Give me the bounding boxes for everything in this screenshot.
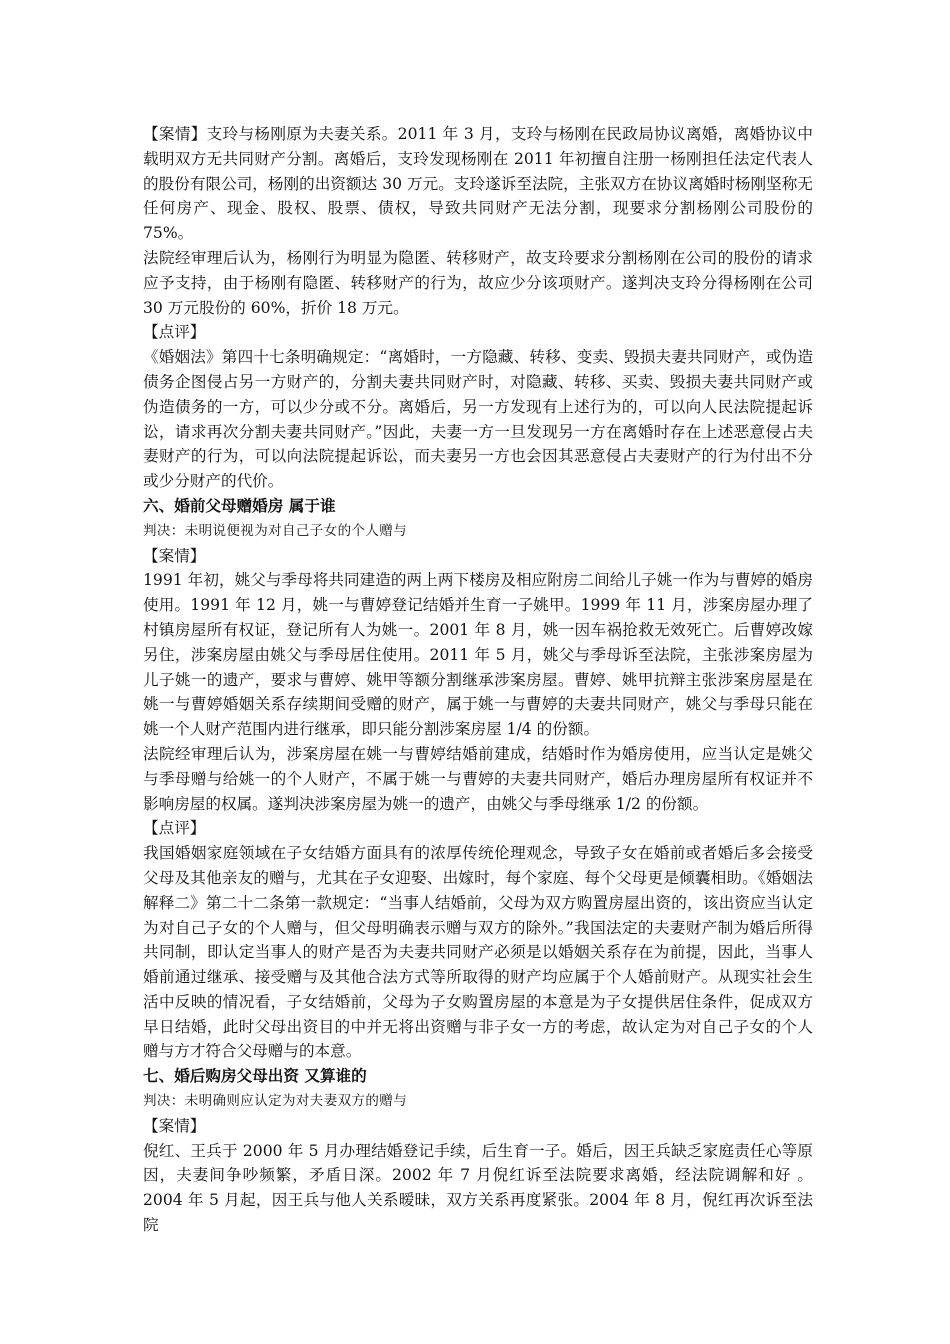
section-heading-6: 六、婚前父母赠婚房 属于谁: [143, 495, 336, 515]
verdict-line-7: 判决：未明确则应认定为对夫妻双方的赠与: [143, 1093, 408, 1110]
case-facts-6: 1991 年初，姚父与季母将共同建造的两上两下楼房及相应附房二间给儿子姚一作为与曹婷的婚房使用。1991 年 12 月，姚一与曹婷登记结婚并生育一子姚甲。1999 年 11 月，涉案房屋办理了村镇房屋所有权证，登记所有人为姚一。2001 年 8 月，姚一因车祸抢救无效死亡。后曹婷改嫁另住，涉案房屋由姚父与季母居住使用。2011 年 5 月，姚父与季母诉至法院，主张涉案房屋为儿子姚一的遗产，要求与曹婷、姚甲等额分割继承涉案房屋。曹婷、姚甲抗辩主张涉案房屋是在姚一与曹婷婚姻关系存续期间受赠的财产，属于姚一与曹婷的夫妻共同财产，姚父与季母只能在姚一个人财产范围内进行继承，即只能分割涉案房屋 1/4 的份额。: [143, 571, 813, 739]
case-label-6: 【案情】: [143, 546, 206, 565]
court-ruling-1: 法院经审理后认为，杨刚行为明显为隐匿、转移财产，故支玲要求分割杨刚在公司的股份的请求应予支持，由于杨刚有隐匿、转移财产的行为，故应少分该项财产。遂判决支玲分得杨刚在公司 30 万元股份的 60%，折价 18 万元。: [143, 248, 813, 317]
case-facts-7: 倪红、王兵于 2000 年 5 月办理结婚登记手续，后生育一子。婚后，因王兵缺乏家庭责任心等原因，夫妻间争吵频繁，矛盾日深。2002 年 7 月倪红诉至法院要求离婚，经法院调解和好 。2004 年 5 月起，因王兵与他人关系暧昧，双方关系再度紧张。2004 年 8 月，倪红再次诉至法院: [143, 1141, 813, 1235]
document-page: [143, 122, 813, 1238]
court-ruling-6: 法院经审理后认为，涉案房屋在姚一与曹婷结婚前建成，结婚时作为婚房使用，应当认定是姚父与季母赠与给姚一的个人财产，不属于姚一与曹婷的夫妻共同财产，婚后办理房屋所有权证并不影响房屋的权属。遂判决涉案房屋为姚一的遗产，由姚父与季母继承 1/2 的份额。: [143, 744, 813, 813]
comment-label-6: 【点评】: [143, 819, 206, 838]
section-heading-7: 七、婚后购房父母出资 又算谁的: [143, 1066, 367, 1086]
comment-label-1: 【点评】: [143, 323, 206, 342]
verdict-line-6: 判决：未明说便视为对自己子女的个人赠与: [143, 522, 408, 539]
case-facts-1: 【案情】支玲与杨刚原为夫妻关系。2011 年 3 月，支玲与杨刚在民政局协议离婚，离婚协议中载明双方无共同财产分割。离婚后，支玲发现杨刚在 2011 年初擅自注册一杨刚担任法定代表人的股份有限公司，杨刚的出资额达 30 万元。支玲遂诉至法院，主张双方在协议离婚时杨刚坚称无任何房产、现金、股权、股票、债权，导致共同财产无法分割，现要求分割杨刚公司股份的 75%。: [143, 125, 813, 243]
comment-text-1: 《婚姻法》第四十七条明确规定：“离婚时，一方隐藏、转移、变卖、毁损夫妻共同财产，或伪造债务企图侵占另一方财产的，分割夫妻共同财产时，对隐藏、转移、买卖、毁损夫妻共同财产或伪造债务的一方，可以少分或不分。离婚后，另一方发现有上述行为的，可以向人民法院提起诉讼，请求再次分割夫妻共同财产。”因此，夫妻一方一旦发现另一方在离婚时存在上述恶意侵占夫妻财产的行为，可以向法院提起诉讼，而夫妻另一方也会因其恶意侵占夫妻财产的行为付出不分或少分财产的代价。: [143, 348, 813, 491]
comment-text-6: 我国婚姻家庭领域在子女结婚方面具有的浓厚传统伦理观念，导致子女在婚前或者婚后多会接受父母及其他亲友的赠与，尤其在子女迎娶、出嫁时，每个家庭、每个父母更是倾囊相助。《婚姻法解释二》第二十二条第一款规定：“当事人结婚前，父母为双方购置房屋出资的，该出资应当认定为对自己子女的个人赠与，但父母明确表示赠与双方的除外。”我国法定的夫妻财产制为婚后所得共同制，即认定当事人的财产是否为夫妻共同财产必须是以婚姻关系存在为前提，因此，当事人婚前通过继承、接受赠与及其他合法方式等所取得的财产均应属于个人婚前财产。从现实社会生活中反映的情况看，子女结婚前，父母为子女购置房屋的本意是为子女提供居住条件，促成双方早日结婚，此时父母出资目的中并无将出资赠与非子女一方的考虑，故认定为对自己子女的个人赠与方才符合父母赠与的本意。: [143, 844, 813, 1061]
case-label-7: 【案情】: [143, 1116, 206, 1135]
